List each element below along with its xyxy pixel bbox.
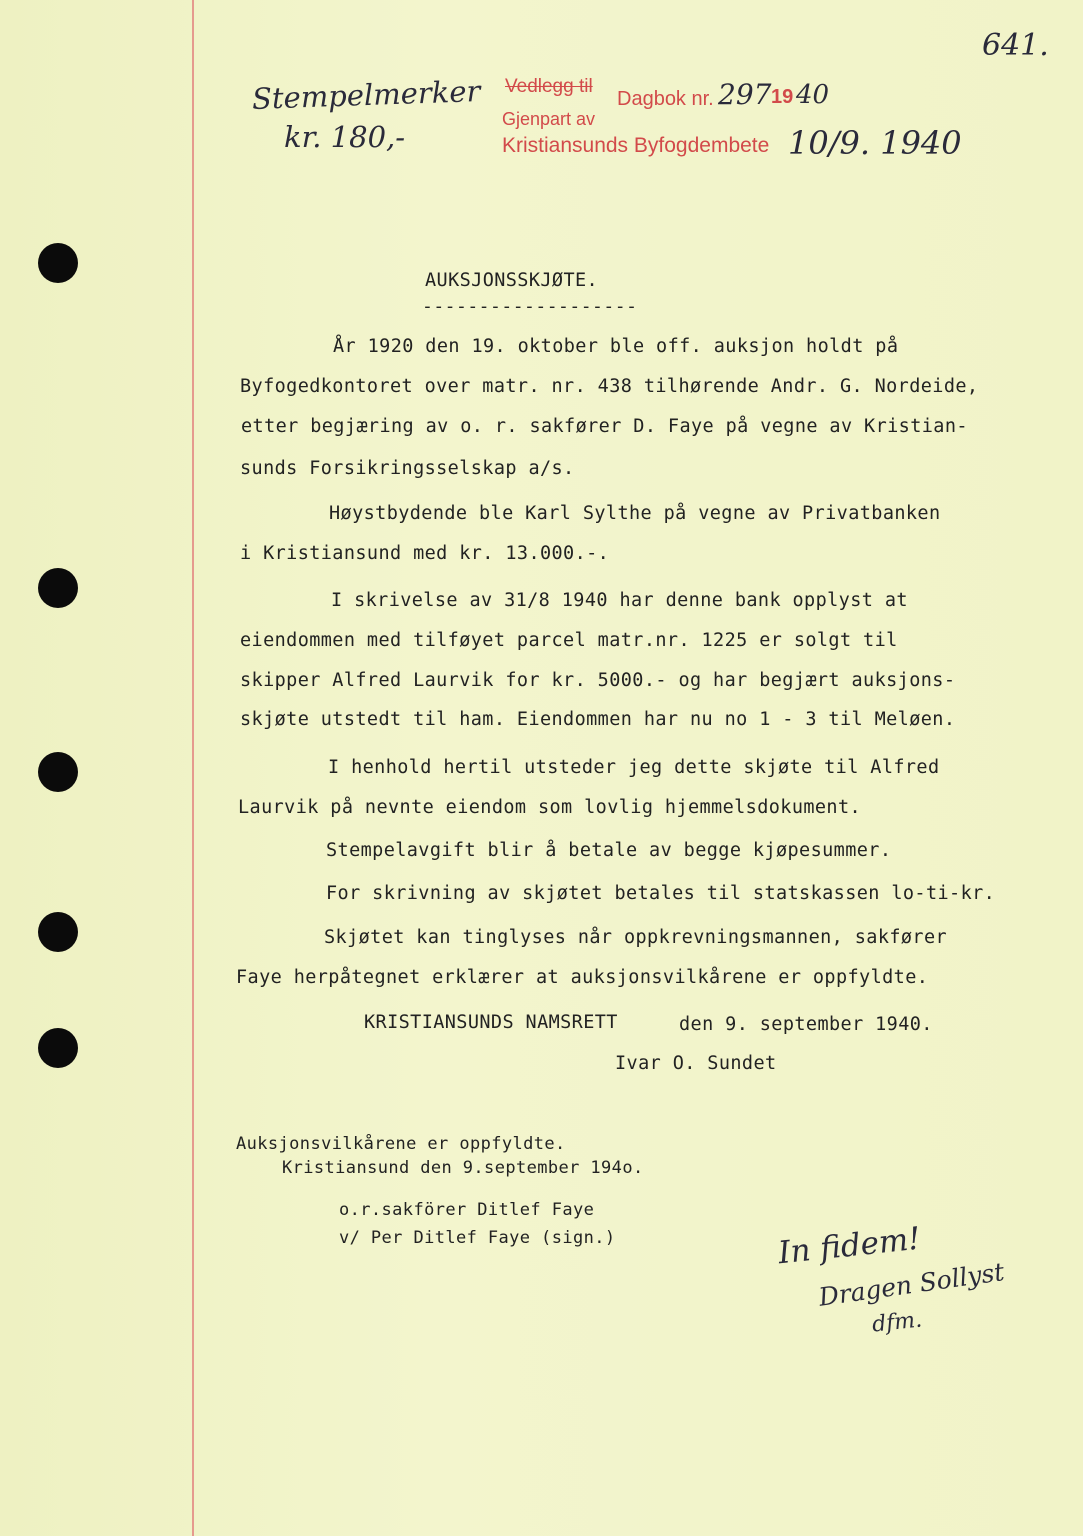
- body-line: skipper Alfred Laurvik for kr. 5000.- og har begjært auksjons-: [240, 670, 956, 691]
- stamp-year-prefix: 19: [771, 86, 794, 108]
- fidem-signature: Dragen Sollyst: [816, 1257, 1007, 1312]
- body-line: etter begjæring av o. r. sakfører D. Faye på vegne av Kristian-: [241, 416, 968, 437]
- document-title: AUKSJONSSKJØTE.: [425, 270, 599, 291]
- margin-rule: [192, 0, 194, 1536]
- court-name: KRISTIANSUNDS NAMSRETT: [364, 1012, 618, 1033]
- body-line: Høystbydende ble Karl Sylthe på vegne av Privatbanken: [329, 503, 941, 524]
- body-line: Skjøtet kan tinglyses når oppkrevningsmannen, sakfører: [324, 927, 948, 948]
- stamp-dagbok-label: Dagbok nr.: [617, 88, 714, 110]
- stamp-struck-label: Vedlegg til: [505, 76, 593, 97]
- body-line: skjøte utstedt til ham. Eiendommen har nu no 1 - 3 til Meløen.: [240, 709, 956, 730]
- court-date: den 9. september 1940.: [679, 1014, 933, 1035]
- binder-hole: [38, 1028, 78, 1068]
- signer-name: Ivar O. Sundet: [615, 1053, 777, 1074]
- body-line: År 1920 den 19. oktober ble off. auksjon holdt på: [333, 336, 899, 357]
- stamp-date: 10/9. 1940: [788, 124, 962, 162]
- body-line: i Kristiansund med kr. 13.000.-.: [240, 543, 610, 564]
- body-line: Byfogedkontoret over matr. nr. 438 tilhørende Andr. G. Nordeide,: [240, 376, 979, 397]
- stamp-office: Kristiansunds Byfogdembete: [502, 134, 770, 157]
- stamp-copy-label: Gjenpart av: [502, 109, 596, 129]
- title-rule: -------------------: [422, 296, 638, 317]
- stamp-dagbok-number: 297: [718, 78, 772, 111]
- body-line: For skrivning av skjøtet betales til statskassen lo-ti-kr.: [326, 883, 996, 904]
- body-line: Faye herpåtegnet erklærer at auksjonsvilkårene er oppfyldte.: [236, 967, 929, 988]
- margin-note-amount: kr. 180,-: [284, 120, 406, 154]
- body-line: Laurvik på nevnte eiendom som lovlig hjemmelsdokument.: [238, 797, 862, 818]
- fidem-note: In fidem!: [776, 1220, 923, 1272]
- margin-note-stamp-duty: Stempelmerker: [251, 74, 481, 116]
- body-line: Stempelavgift blir å betale av begge kjøpesummer.: [326, 840, 892, 861]
- endorsement-line: v/ Per Ditlef Faye (sign.): [339, 1228, 616, 1248]
- body-line: I henhold hertil utsteder jeg dette skjøte til Alfred: [328, 757, 940, 778]
- binder-hole: [38, 752, 78, 792]
- stamp-year-suffix: 40: [796, 80, 830, 110]
- binder-hole: [38, 568, 78, 608]
- body-line: sunds Forsikringsselskap a/s.: [240, 458, 575, 479]
- body-line: eiendommen med tilføyet parcel matr.nr. 1225 er solgt til: [240, 630, 898, 651]
- binder-hole: [38, 912, 78, 952]
- endorsement-line: Auksjonsvilkårene er oppfyldte.: [236, 1134, 566, 1154]
- binder-hole: [38, 243, 78, 283]
- body-line: I skrivelse av 31/8 1940 har denne bank opplyst at: [331, 590, 908, 611]
- endorsement-line: o.r.sakförer Ditlef Faye: [339, 1200, 595, 1220]
- page-number: 641.: [982, 28, 1049, 63]
- endorsement-line: Kristiansund den 9.september 194o.: [282, 1158, 644, 1178]
- fidem-title: dfm.: [870, 1307, 924, 1338]
